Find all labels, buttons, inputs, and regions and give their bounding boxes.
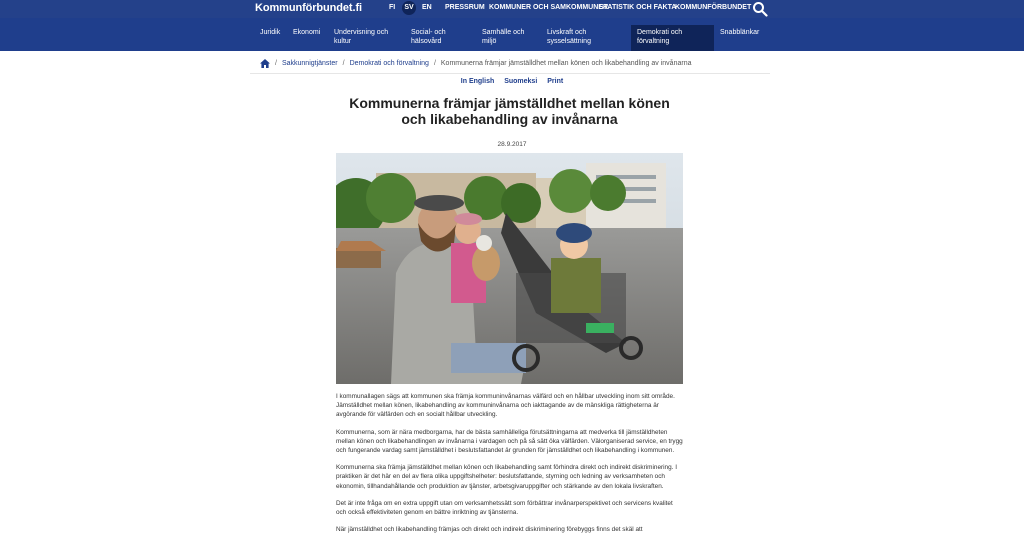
nav-undervisning[interactable]: Undervisning och kultur [334,29,389,45]
link-in-english[interactable]: In English [460,78,495,85]
lang-sv[interactable]: SV [402,1,416,15]
nav-livskraft[interactable]: Livskraft och sysselsättning [547,29,591,45]
main-nav [0,18,1024,51]
site-logo[interactable]: Kommunförbundet.fi [255,2,362,14]
nav-ekonomi[interactable]: Ekonomi [293,29,321,36]
breadcrumb [260,57,691,69]
breadcrumb-demokrati[interactable]: Demokrati och förvaltning [349,59,429,67]
link-kommunforbundet[interactable]: KOMMUNFÖRBUNDET [675,4,752,11]
link-statistik[interactable]: STATISTIK OCH FAKTA [599,4,677,11]
link-pressrum[interactable]: PRESSRUM [445,4,485,11]
alt-links [0,78,1024,85]
breadcrumb-current: Kommunerna främjar jämställdhet mellan könen och likabehandling av invånarna [440,59,692,67]
link-suomeksi[interactable]: Suomeksi [504,78,538,85]
article-paragraph: När jämställdhet och likabehandling främjas och direkt och indirekt diskriminering förebyggs finns det skäl att [336,526,643,534]
article-paragraph: I kommunallagen sägs att kommunen ska främja kommuninvånarnas välfärd och en hållbar utveckling inom sitt område. Jämställdhet mellan könen, likabehandling av kommuninvånarna och iakttagande av de mänskliga rättigheterna är avgörande för välfärden och en socialt hållbar utveckling. [336,393,675,419]
breadcrumb-separator: / [342,59,345,67]
home-icon[interactable] [260,59,270,68]
article-paragraph: Kommunerna, som är nära medborgarna, har de bästa samhälleliga förutsättningarna att medverka till jämställdheten mellan könen och likabehandlingen av invånarna i vardagen och på så sätt öka välfärden. Välorganiserad service, en trygg och fungerande vardag samt jämställdhet i beslutsfattandet är grunden för jämställdhet och likabehandling i kommunen. [336,428,683,455]
nav-juridik[interactable]: Juridik [260,29,281,36]
link-print[interactable]: Print [547,78,564,85]
nav-social[interactable]: Social- och hälsovård [411,29,446,45]
breadcrumb-separator: / [433,59,436,67]
top-bar [0,0,1024,18]
divider [250,73,770,74]
nav-samhalle[interactable]: Samhälle och miljö [482,29,525,45]
nav-demokrati[interactable]: Demokrati och förvaltning [631,25,714,51]
nav-snabblankar[interactable]: Snabblänkar [720,29,760,36]
article-body [336,392,683,542]
breadcrumb-separator: / [275,59,277,67]
article-date: 28.9.2017 [497,141,527,148]
breadcrumb-sakkunnig[interactable]: Sakkunnigtjänster [281,59,338,67]
article-title: Kommunerna främjar jämställdhet mellan könen och likabehandling av invånarna [349,95,670,127]
lang-en[interactable]: EN [422,4,432,11]
lang-fi[interactable]: FI [389,4,396,11]
article-paragraph: Kommunerna ska främja jämställdhet mellan könen och likabehandling samt förhindra direkt och indirekt diskriminering. I praktiken är det här en del av flera olika uppgiftshelheter: beslutsfattande, styrning och ledning av verksamheten och ekonomin, tillhandahållande och produktion av tjänster, arbetsgivaruppgifter och stärkande av den lokala livskraften. [336,464,677,490]
article-photo [336,153,683,384]
search-icon[interactable] [752,1,768,17]
link-kommuner[interactable]: KOMMUNER OCH SAMKOMMUNER [489,4,608,11]
article-paragraph: Det är inte fråga om en extra uppgift utan om verksamhetssätt som förbättrar invånarperspektivet och servicens kvalitet och också effektiviteten genom en bättre inriktning av tjänsterna. [336,499,673,517]
